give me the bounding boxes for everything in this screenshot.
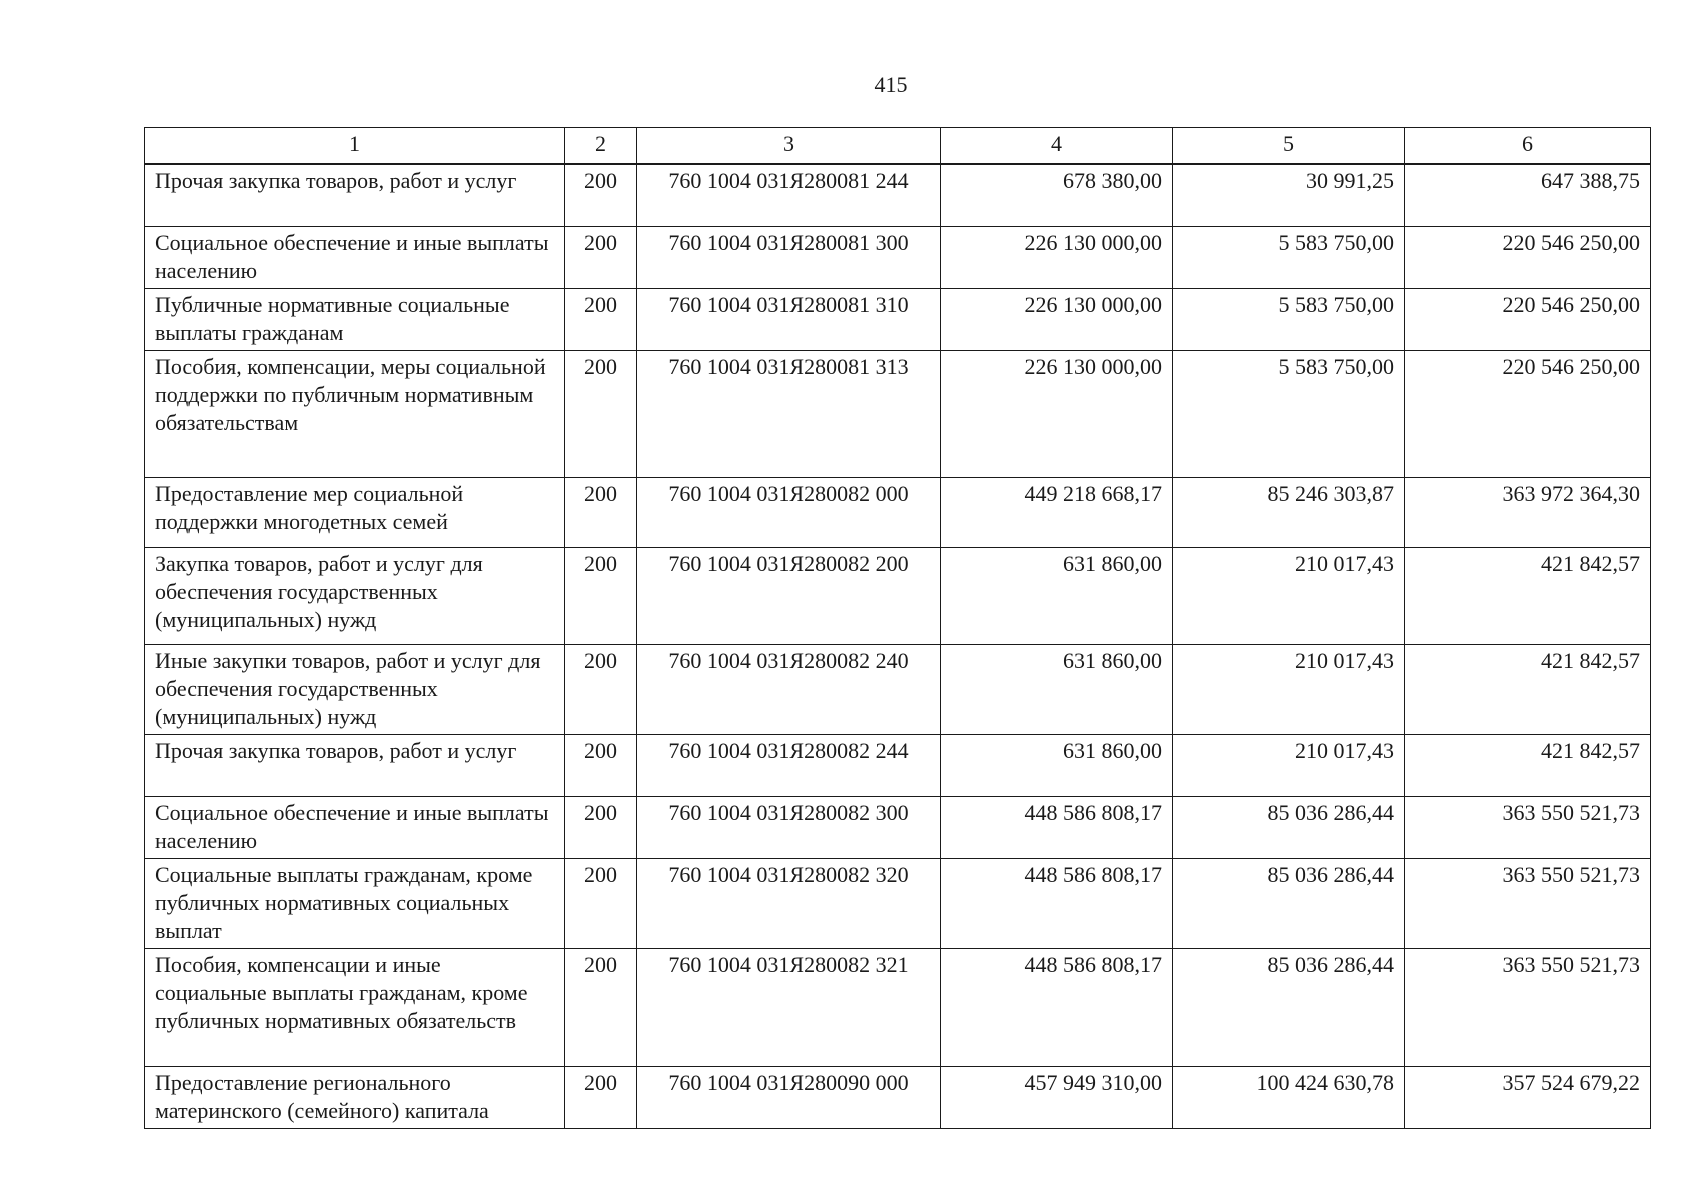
column-header-6: 6 xyxy=(1405,128,1651,165)
row-approved-amount: 448 586 808,17 xyxy=(941,796,1173,858)
row-approved-amount: 226 130 000,00 xyxy=(941,350,1173,477)
row-unexecuted-amount: 647 388,75 xyxy=(1405,164,1651,226)
row-unexecuted-amount: 220 546 250,00 xyxy=(1405,226,1651,288)
row-budget-code: 760 1004 031Я280081 244 xyxy=(637,164,941,226)
table-row xyxy=(145,1066,1651,1128)
row-budget-code: 760 1004 031Я280082 244 xyxy=(637,734,941,796)
row-approved-amount: 678 380,00 xyxy=(941,164,1173,226)
row-name: Публичные нормативные социальные выплаты гражданам xyxy=(145,288,565,350)
row-budget-code: 760 1004 031Я280081 310 xyxy=(637,288,941,350)
row-unexecuted-amount: 421 842,57 xyxy=(1405,644,1651,734)
row-line-code: 200 xyxy=(565,164,637,226)
table-row xyxy=(145,644,1651,734)
row-approved-amount: 631 860,00 xyxy=(941,547,1173,644)
row-budget-code: 760 1004 031Я280082 321 xyxy=(637,948,941,1066)
row-line-code: 200 xyxy=(565,858,637,948)
row-approved-amount: 457 949 310,00 xyxy=(941,1066,1173,1128)
row-budget-code: 760 1004 031Я280081 313 xyxy=(637,350,941,477)
row-executed-amount: 85 036 286,44 xyxy=(1173,948,1405,1066)
row-name: Прочая закупка товаров, работ и услуг xyxy=(145,734,565,796)
row-unexecuted-amount: 363 550 521,73 xyxy=(1405,796,1651,858)
row-executed-amount: 5 583 750,00 xyxy=(1173,288,1405,350)
table-row xyxy=(145,734,1651,796)
row-line-code: 200 xyxy=(565,644,637,734)
column-header-4: 4 xyxy=(941,128,1173,165)
row-executed-amount: 210 017,43 xyxy=(1173,644,1405,734)
row-executed-amount: 30 991,25 xyxy=(1173,164,1405,226)
row-approved-amount: 448 586 808,17 xyxy=(941,948,1173,1066)
row-line-code: 200 xyxy=(565,734,637,796)
row-line-code: 200 xyxy=(565,948,637,1066)
row-executed-amount: 85 036 286,44 xyxy=(1173,796,1405,858)
table-row xyxy=(145,547,1651,644)
table-row xyxy=(145,477,1651,547)
table-row xyxy=(145,226,1651,288)
row-name: Предоставление мер социальной поддержки многодетных семей xyxy=(145,477,565,547)
row-unexecuted-amount: 363 550 521,73 xyxy=(1405,948,1651,1066)
table-row xyxy=(145,796,1651,858)
row-budget-code: 760 1004 031Я280081 300 xyxy=(637,226,941,288)
row-name: Пособия, компенсации и иные социальные выплаты гражданам, кроме публичных нормативных обязательств xyxy=(145,948,565,1066)
row-name: Социальные выплаты гражданам, кроме публичных нормативных социальных выплат xyxy=(145,858,565,948)
budget-execution-table xyxy=(144,127,1651,1129)
row-line-code: 200 xyxy=(565,796,637,858)
row-name: Иные закупки товаров, работ и услуг для обеспечения государственных (муниципальных) нужд xyxy=(145,644,565,734)
row-line-code: 200 xyxy=(565,477,637,547)
row-executed-amount: 85 246 303,87 xyxy=(1173,477,1405,547)
row-unexecuted-amount: 363 972 364,30 xyxy=(1405,477,1651,547)
row-executed-amount: 100 424 630,78 xyxy=(1173,1066,1405,1128)
row-line-code: 200 xyxy=(565,288,637,350)
row-budget-code: 760 1004 031Я280082 240 xyxy=(637,644,941,734)
row-unexecuted-amount: 421 842,57 xyxy=(1405,734,1651,796)
column-header-1: 1 xyxy=(145,128,565,165)
column-header-5: 5 xyxy=(1173,128,1405,165)
table-body xyxy=(145,164,1651,1128)
row-approved-amount: 449 218 668,17 xyxy=(941,477,1173,547)
row-executed-amount: 5 583 750,00 xyxy=(1173,226,1405,288)
row-executed-amount: 5 583 750,00 xyxy=(1173,350,1405,477)
row-budget-code: 760 1004 031Я280090 000 xyxy=(637,1066,941,1128)
table-header xyxy=(145,128,1651,165)
page-number: 415 xyxy=(874,72,908,97)
row-unexecuted-amount: 220 546 250,00 xyxy=(1405,288,1651,350)
row-approved-amount: 631 860,00 xyxy=(941,644,1173,734)
row-approved-amount: 631 860,00 xyxy=(941,734,1173,796)
row-executed-amount: 210 017,43 xyxy=(1173,547,1405,644)
row-name: Пособия, компенсации, меры социальной поддержки по публичным нормативным обязательствам xyxy=(145,350,565,477)
row-line-code: 200 xyxy=(565,547,637,644)
row-line-code: 200 xyxy=(565,226,637,288)
row-budget-code: 760 1004 031Я280082 320 xyxy=(637,858,941,948)
table-row xyxy=(145,288,1651,350)
table-row xyxy=(145,350,1651,477)
row-unexecuted-amount: 421 842,57 xyxy=(1405,547,1651,644)
row-budget-code: 760 1004 031Я280082 200 xyxy=(637,547,941,644)
row-executed-amount: 210 017,43 xyxy=(1173,734,1405,796)
row-executed-amount: 85 036 286,44 xyxy=(1173,858,1405,948)
row-unexecuted-amount: 220 546 250,00 xyxy=(1405,350,1651,477)
row-name: Социальное обеспечение и иные выплаты населению xyxy=(145,226,565,288)
table-row xyxy=(145,858,1651,948)
table-row xyxy=(145,164,1651,226)
header-row xyxy=(145,128,1651,165)
column-header-2: 2 xyxy=(565,128,637,165)
row-approved-amount: 448 586 808,17 xyxy=(941,858,1173,948)
row-name: Предоставление регионального материнского (семейного) капитала xyxy=(145,1066,565,1128)
table-row xyxy=(145,948,1651,1066)
row-approved-amount: 226 130 000,00 xyxy=(941,226,1173,288)
row-name: Прочая закупка товаров, работ и услуг xyxy=(145,164,565,226)
row-approved-amount: 226 130 000,00 xyxy=(941,288,1173,350)
row-unexecuted-amount: 363 550 521,73 xyxy=(1405,858,1651,948)
row-line-code: 200 xyxy=(565,350,637,477)
row-name: Закупка товаров, работ и услуг для обеспечения государственных (муниципальных) нужд xyxy=(145,547,565,644)
row-line-code: 200 xyxy=(565,1066,637,1128)
row-name: Социальное обеспечение и иные выплаты населению xyxy=(145,796,565,858)
column-header-3: 3 xyxy=(637,128,941,165)
row-budget-code: 760 1004 031Я280082 300 xyxy=(637,796,941,858)
row-budget-code: 760 1004 031Я280082 000 xyxy=(637,477,941,547)
row-unexecuted-amount: 357 524 679,22 xyxy=(1405,1066,1651,1128)
